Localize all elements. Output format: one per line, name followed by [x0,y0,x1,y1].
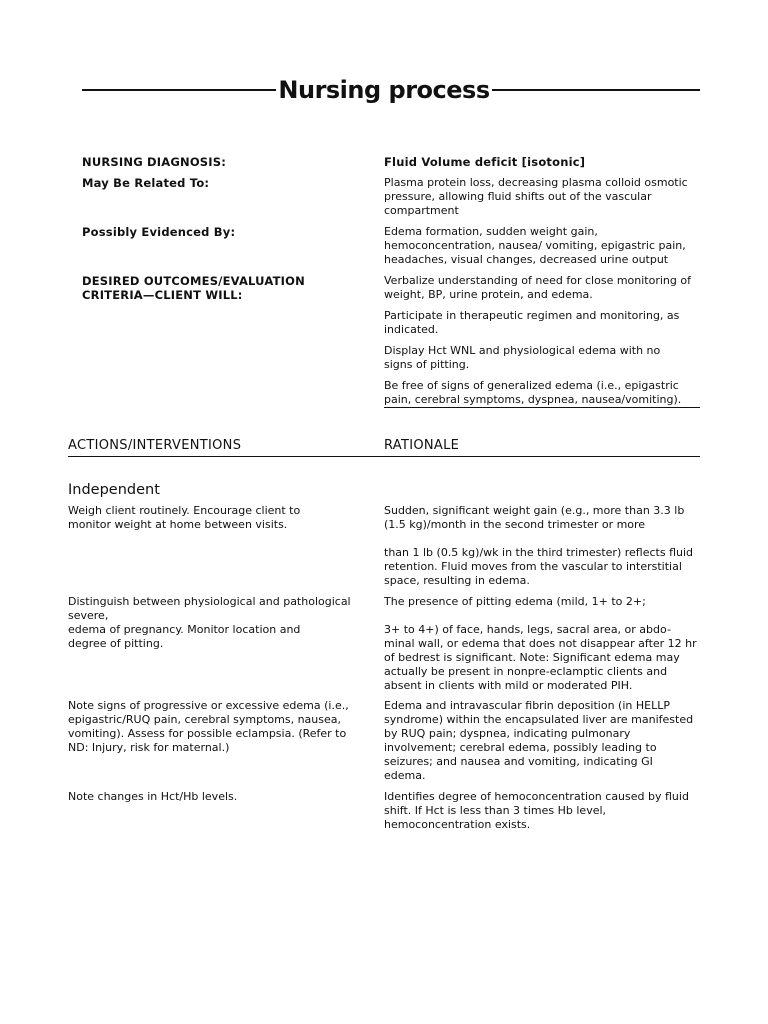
outcomes-rule [384,407,700,408]
action-text: Distinguish between physiological and pathological severe, [68,595,351,622]
rationale-text: Identifies degree of hemoconcentration caused by fluid shift. If Hct is less than 3 times Hb level, hemoconcentration exists. [384,790,689,831]
related-to-label: May Be Related To: [82,176,210,190]
action-text: Weigh client routinely. Encourage client to monitor weight at home between visits. [68,504,301,531]
nursing-diagnosis-label: NURSING DIAGNOSIS: [82,155,227,169]
rationale-text: Sudden, significant weight gain (e.g., more than 3.3 lb (1.5 kg)/month in the second trimester or more [384,504,685,531]
outcome-item: Be free of signs of generalized edema (i.e., epigastric pain, cerebral symptoms, dyspnea, nausea/vomiting). [384,379,682,406]
rationale-text: The presence of pitting edema (mild, 1+ to 2+; [384,595,646,608]
outcome-item: Participate in therapeutic regimen and monitoring, as indicated. [384,309,680,336]
outcome-item: Verbalize understanding of need for close monitoring of weight, BP, urine protein, and edema. [384,274,691,301]
evidenced-by-text: Edema formation, sudden weight gain, hemoconcentration, nausea/ vomiting, epigastric pain, headaches, visual changes, decreased urine output [384,225,686,266]
outcome-item: Display Hct WNL and physiological edema with no signs of pitting. [384,344,661,371]
rationale-text: than 1 lb (0.5 kg)/wk in the third trimester) reflects fluid retention. Fluid moves from the vascular to interstitial space, resulting in edema. [384,546,694,587]
header-rule [68,456,700,457]
page-title: Nursing process [278,76,490,104]
action-text: Note changes in Hct/Hb levels. [68,790,238,803]
action-text: Note signs of progressive or excessive edema (i.e., epigastric/RUQ pain, cerebral symptoms, nausea, vomiting). Assess for possible eclampsia. (Refer to ND: Injury, risk for maternal.) [68,699,349,754]
actions-column-header: ACTIONS/INTERVENTIONS [68,438,242,453]
rationale-column-header: RATIONALE [384,438,460,453]
desired-outcomes-label: DESIRED OUTCOMES/EVALUATION CRITERIA—CLIENT WILL: [82,274,305,302]
evidenced-by-label: Possibly Evidenced By: [82,225,236,239]
nursing-diagnosis-value: Fluid Volume deficit [isotonic] [384,155,586,169]
rationale-text: 3+ to 4+) of face, hands, legs, sacral area, or abdo- minal wall, or edema that does not disappear after 12 hr of bedrest is significant. Note: Significant edema may actually be present in nonpre-eclamptic clients and absent in clients with mild or moderated PIH. [384,623,697,692]
related-to-text: Plasma protein loss, decreasing plasma colloid osmotic pressure, allowing fluid shifts out of the vascular compartment [384,176,688,217]
section-heading: Independent [68,482,160,498]
rationale-text: Edema and intravascular fibrin deposition (in HELLP syndrome) within the encapsulated liver are manifested by RUQ pain; dyspnea, indicating pulmonary involvement; cerebral edema, possibly leading to seizures; and nausea and vomiting, indicating GI edema. [384,699,694,782]
action-text: edema of pregnancy. Monitor location and degree of pitting. [68,623,301,650]
